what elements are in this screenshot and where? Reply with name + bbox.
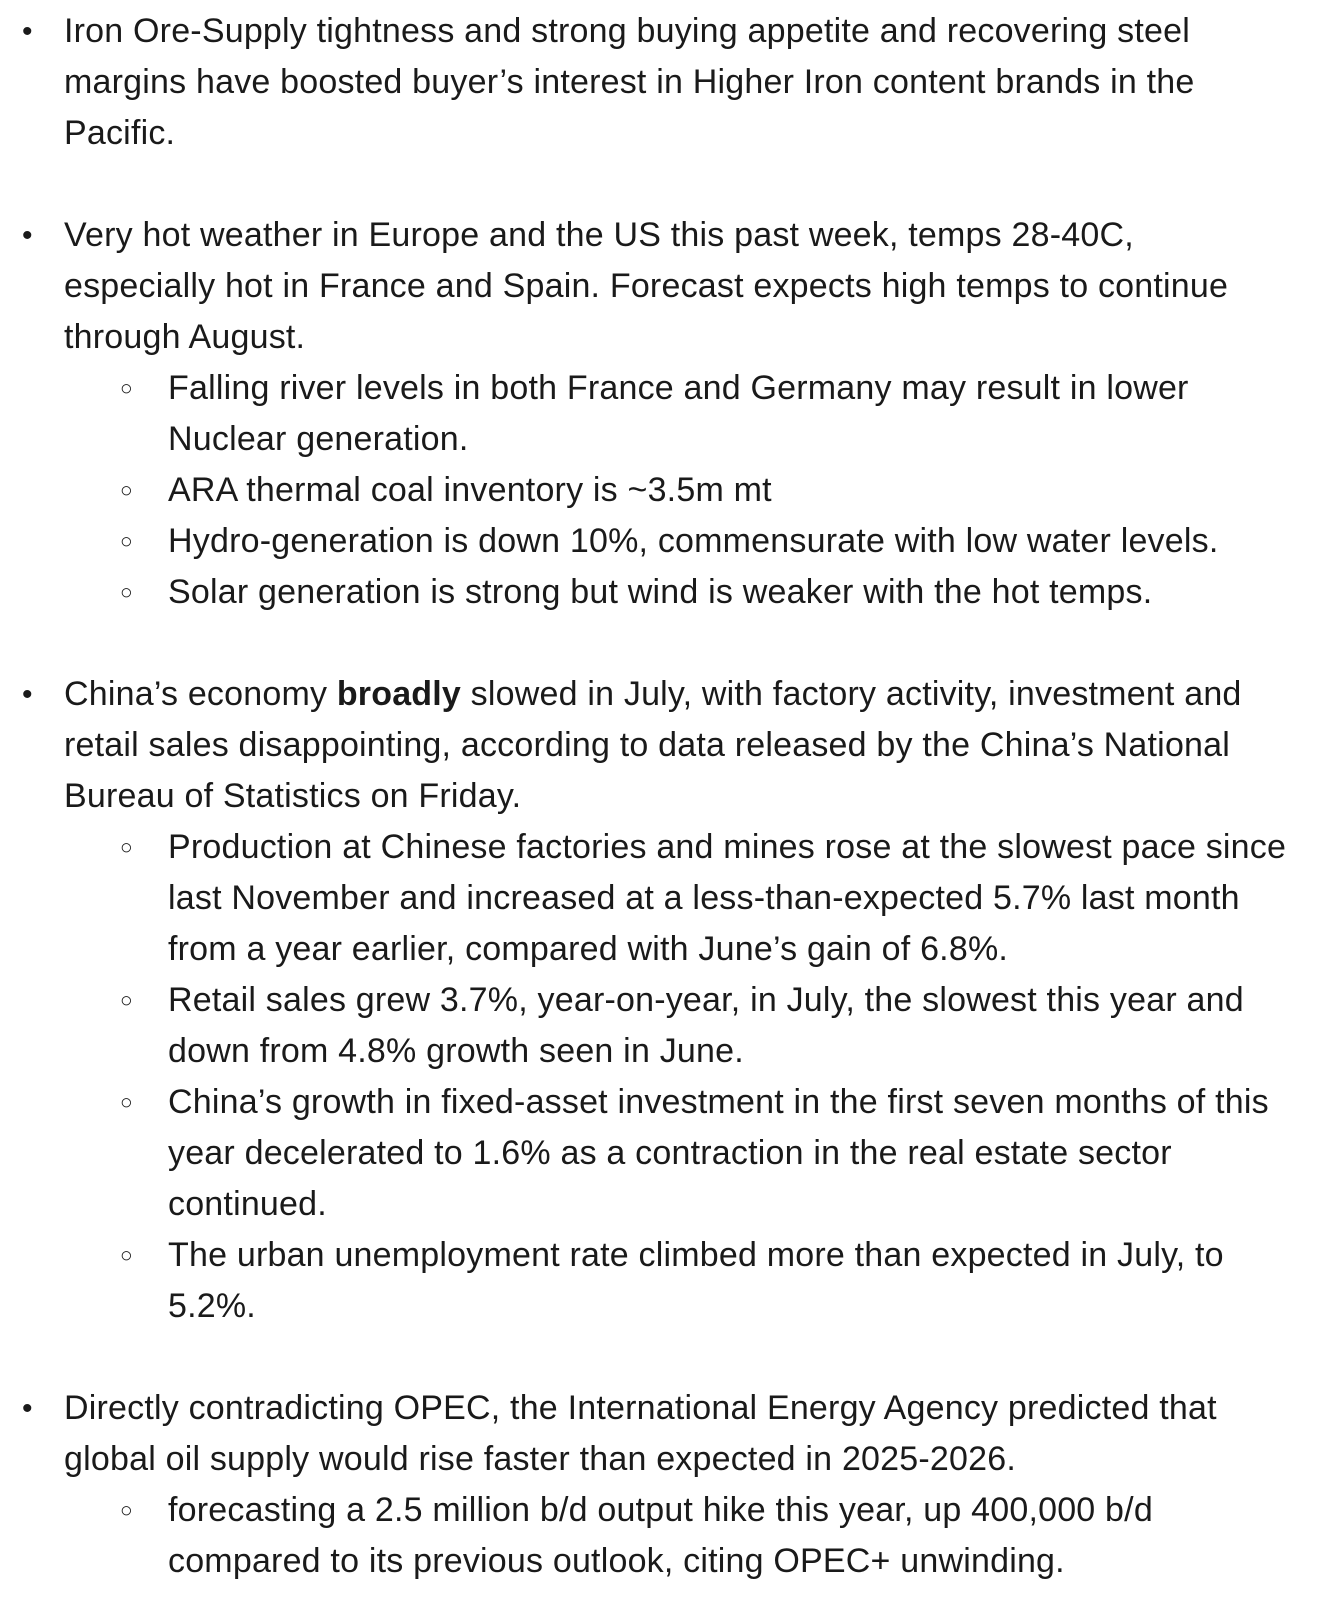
bullet-text: Iron Ore-Supply tightness and strong buying appetite and recovering steel margins have boosted buyer’s interest in Higher Iron content brands in the Pacific. [64, 12, 1195, 152]
bullet-item [16, 1383, 1294, 1587]
bullet-item [16, 669, 1294, 1332]
circle-bullet-icon: ○ [120, 1499, 133, 1522]
bullet-icon: • [22, 1392, 33, 1425]
sub-bullet-item [118, 975, 1294, 1077]
sub-bullet-text: Production at Chinese factories and mines rose at the slowest pace since last November and increased at a less-than-expected 5.7% last month from a year earlier, compared with June’s gain of 6.8%. [168, 828, 1287, 968]
circle-bullet-icon: ○ [120, 377, 133, 400]
bullet-text: China’s economy broadly slowed in July, with factory activity, investment and retail sales disappointing, according to data released by the China’s National Bureau of Statistics on Friday. [64, 675, 1242, 815]
sub-bullet-item [118, 1230, 1294, 1332]
circle-bullet-icon: ○ [120, 989, 133, 1012]
bullet-item [16, 210, 1294, 618]
bullet-body [64, 210, 1294, 618]
sub-bullet-text: Solar generation is strong but wind is weaker with the hot temps. [168, 573, 1153, 611]
bullet-item [16, 6, 1294, 159]
sub-bullet-item [118, 1077, 1294, 1230]
sub-bullet-text: The urban unemployment rate climbed more than expected in July, to 5.2%. [168, 1236, 1224, 1325]
circle-bullet-icon: ○ [120, 479, 133, 502]
sub-bullet-list [64, 822, 1294, 1332]
sub-bullet-item [118, 567, 1294, 618]
bullet-body [64, 1383, 1294, 1587]
sub-bullet-item [118, 465, 1294, 516]
bold-text: broadly [336, 675, 462, 713]
bullet-icon: • [22, 219, 33, 252]
bullet-icon: • [22, 15, 33, 48]
sub-bullet-text: China’s growth in fixed-asset investment in the first seven months of this year decelerated to 1.6% as a contraction in the real estate sector continued. [168, 1083, 1269, 1223]
sub-bullet-text: Falling river levels in both France and Germany may result in lower Nuclear generation. [168, 369, 1189, 458]
circle-bullet-icon: ○ [120, 581, 133, 604]
bullet-icon: • [22, 678, 33, 711]
sub-bullet-list [64, 363, 1294, 618]
bullet-body [64, 6, 1294, 159]
bullet-text: Very hot weather in Europe and the US this past week, temps 28-40C, especially hot in France and Spain. Forecast expects high temps to continue through August. [64, 216, 1229, 356]
sub-bullet-text: ARA thermal coal inventory is ~3.5m mt [168, 471, 772, 509]
bullet-body [64, 669, 1294, 1332]
sub-bullet-item [118, 1485, 1294, 1587]
sub-bullet-text: forecasting a 2.5 million b/d output hike this year, up 400,000 b/d compared to its previous outlook, citing OPEC+ unwinding. [168, 1491, 1153, 1580]
sub-bullet-item [118, 516, 1294, 567]
sub-bullet-item [118, 822, 1294, 975]
bullet-text: Directly contradicting OPEC, the International Energy Agency predicted that global oil supply would rise faster than expected in 2025-2026. [64, 1389, 1217, 1478]
sub-bullet-text: Retail sales grew 3.7%, year-on-year, in July, the slowest this year and down from 4.8% growth seen in June. [168, 981, 1244, 1070]
sub-bullet-item [118, 363, 1294, 465]
circle-bullet-icon: ○ [120, 530, 133, 553]
circle-bullet-icon: ○ [120, 836, 133, 859]
circle-bullet-icon: ○ [120, 1244, 133, 1267]
bullet-list [16, 6, 1294, 1587]
circle-bullet-icon: ○ [120, 1091, 133, 1114]
sub-bullet-list [64, 1485, 1294, 1587]
sub-bullet-text: Hydro-generation is down 10%, commensurate with low water levels. [168, 522, 1219, 560]
